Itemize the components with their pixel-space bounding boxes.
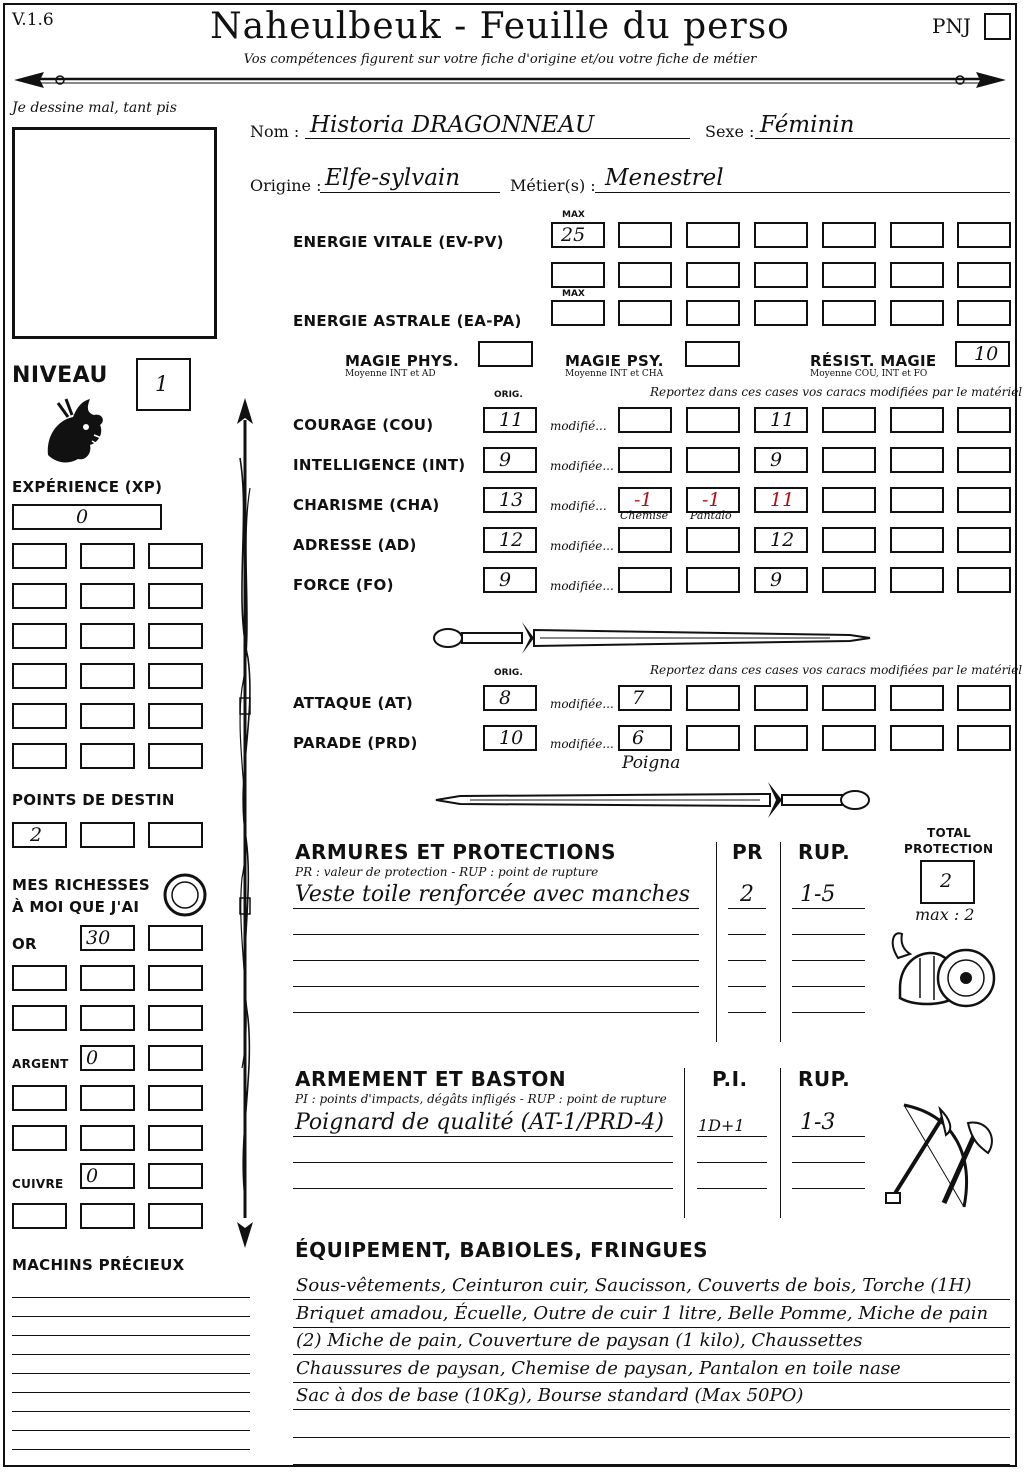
carac-label-4: FORCE (FO) [293, 576, 394, 594]
ev-cell-5[interactable] [890, 222, 944, 248]
machins-line-3 [12, 1335, 250, 1336]
carac-1-cell-3-value: 9 [770, 449, 783, 471]
combat-0-cell-1[interactable] [618, 685, 672, 711]
armure-pr-line-3 [728, 960, 766, 961]
machins-line-8 [12, 1430, 250, 1431]
xp-cell-2-2[interactable] [80, 583, 135, 609]
combat-1-cell-4[interactable] [822, 725, 876, 751]
carac-label-0: COURAGE (COU) [293, 416, 434, 434]
armure-line-4 [293, 986, 699, 987]
xp-cell-6-3[interactable] [148, 743, 203, 769]
ea-cell-1[interactable] [618, 300, 672, 326]
xp-label: EXPÉRIENCE (XP) [12, 478, 163, 496]
machins-line-5 [12, 1373, 250, 1374]
xp-cell-5-3[interactable] [148, 703, 203, 729]
xp-cell-3-1[interactable] [12, 623, 67, 649]
cuivre-box-1-value: 0 [86, 1165, 99, 1187]
armure-item-1-rup[interactable]: 1-5 [800, 882, 836, 907]
argent-2-box-2[interactable] [80, 1085, 135, 1111]
sexe-label: Sexe : [705, 122, 755, 141]
argent-box-1[interactable] [80, 1045, 135, 1071]
combat-label-0: ATTAQUE (AT) [293, 694, 414, 712]
magie-phys-label: MAGIE PHYS. [345, 352, 460, 370]
cuivre-2-box-1[interactable] [12, 1203, 67, 1229]
ea-max-label: MAX [562, 289, 585, 299]
ev-cell-4[interactable] [822, 222, 876, 248]
carac-orig-3-value: 12 [499, 529, 524, 551]
carac-modif-label-1: modifiée... [550, 459, 614, 473]
carac-4-cell-2[interactable] [686, 567, 740, 593]
or-3-box-3[interactable] [148, 1005, 203, 1031]
combat-0-cell-6[interactable] [957, 685, 1011, 711]
carac-orig-0-value: 11 [499, 409, 524, 431]
niveau-label: NIVEAU [12, 363, 108, 388]
destin-label: POINTS DE DESTIN [12, 791, 175, 809]
armures-sub: PR : valeur de protection - RUP : point de rupture [295, 865, 599, 879]
carac-2-cell-1-value: -1 [634, 489, 653, 511]
equip-text-1[interactable]: Sous-vêtements, Ceinturon cuir, Saucisson, Couverts de bois, Torche (1H) [296, 1275, 972, 1296]
carac-2-cell-3[interactable] [754, 487, 808, 513]
xp-cell-1-1[interactable] [12, 543, 67, 569]
carac-4-cell-3-value: 9 [770, 569, 783, 591]
equip-line-1 [293, 1299, 1010, 1300]
argent-3-box-1[interactable] [12, 1125, 67, 1151]
cha-note-pantalon: Pantalo [690, 509, 732, 522]
machins-line-7 [12, 1411, 250, 1412]
xp-cell-6-1[interactable] [12, 743, 67, 769]
ev-label: ENERGIE VITALE (EV-PV) [293, 233, 504, 251]
carac-3-cell-3[interactable] [754, 527, 808, 553]
arme-pi-line-3 [697, 1188, 767, 1189]
arme-rup-line-2 [792, 1162, 865, 1163]
carac-1-cell-3[interactable] [754, 447, 808, 473]
xp-cell-3-2[interactable] [80, 623, 135, 649]
total-protection-box[interactable]: 2 [920, 860, 975, 904]
armure-pr-line-5 [728, 1012, 766, 1013]
magie-phys-sub: Moyenne INT et AD [345, 369, 436, 379]
metier-line [595, 192, 1010, 193]
armures-title: ARMURES ET PROTECTIONS [295, 840, 616, 864]
resist-magie-label: RÉSIST. MAGIE [810, 352, 937, 370]
ev-cell-row2-6[interactable] [890, 262, 944, 288]
or-3-box-2[interactable] [80, 1005, 135, 1031]
ea-cell-2[interactable] [686, 300, 740, 326]
armement-divider-1 [684, 1068, 685, 1218]
argent-box-2[interactable] [148, 1045, 203, 1071]
carac-3-cell-6[interactable] [957, 527, 1011, 553]
combat-0-cell-3[interactable] [754, 685, 808, 711]
combat-1-cell-2[interactable] [686, 725, 740, 751]
arme-line-2 [293, 1162, 673, 1163]
page-title: Naheulbeuk - Feuille du perso [210, 6, 790, 47]
nom-value[interactable]: Historia DRAGONNEAU [310, 112, 595, 138]
carac-orig-4[interactable] [483, 567, 537, 593]
coin-icon [162, 872, 208, 918]
machins-line-6 [12, 1392, 250, 1393]
ev-cell-row2-3[interactable] [686, 262, 740, 288]
combat-modif-label-1: modifiée... [550, 737, 614, 751]
cuivre-box-2[interactable] [148, 1163, 203, 1189]
combat-1-cell-3[interactable] [754, 725, 808, 751]
ea-cell-5[interactable] [890, 300, 944, 326]
sexe-value[interactable]: Féminin [760, 112, 855, 138]
ev-cell-row2-2[interactable] [618, 262, 672, 288]
version-label: V.1.6 [12, 10, 54, 30]
armures-rup-label: RUP. [798, 840, 851, 864]
cuivre-2-box-3[interactable] [148, 1203, 203, 1229]
origine-label: Origine : [250, 176, 322, 195]
carac-4-cell-3[interactable] [754, 567, 808, 593]
combat-1-cell-1[interactable] [618, 725, 672, 751]
pnj-checkbox[interactable] [984, 13, 1011, 40]
equip-text-5[interactable]: Sac à dos de base (10Kg), Bourse standard (Max 50PO) [296, 1385, 804, 1406]
xp-cell-2-3[interactable] [148, 583, 203, 609]
argent-3-box-3[interactable] [148, 1125, 203, 1151]
armement-rup-label: RUP. [798, 1067, 851, 1091]
portrait-box[interactable] [12, 127, 217, 339]
carac-1-cell-4[interactable] [822, 447, 876, 473]
machins-line-4 [12, 1354, 250, 1355]
xp-box[interactable]: 0 [12, 504, 162, 530]
destin-box-1[interactable]: 2 [12, 822, 67, 848]
machins-line-2 [12, 1316, 250, 1317]
carac-orig-2-value: 13 [499, 489, 524, 511]
combat-0-cell-1-value: 7 [632, 687, 645, 709]
carac-3-cell-2[interactable] [686, 527, 740, 553]
armure-pr-line-2 [728, 934, 766, 935]
equipement-title: ÉQUIPEMENT, BABIOLES, FRINGUES [295, 1238, 709, 1262]
armure-rup-line-5 [792, 1012, 865, 1013]
ev-max-box[interactable] [551, 222, 605, 248]
argent-2-box-3[interactable] [148, 1085, 203, 1111]
armure-line-1 [293, 908, 699, 909]
equip-line-3 [293, 1354, 1010, 1355]
carac-0-cell-3-value: 11 [770, 409, 795, 431]
carac-orig-0[interactable] [483, 407, 537, 433]
armure-pr-line-1 [728, 908, 766, 909]
equip-line-4 [293, 1382, 1010, 1383]
total-protection-label-1: TOTAL [927, 826, 972, 840]
carac-orig-3[interactable] [483, 527, 537, 553]
resist-magie-box[interactable]: 10 [955, 341, 1010, 367]
equip-text-2[interactable]: Briquet amadou, Écuelle, Outre de cuir 1 litre, Belle Pomme, Miche de pain [296, 1302, 989, 1324]
carac-0-cell-4[interactable] [822, 407, 876, 433]
or-2-box-2[interactable] [80, 965, 135, 991]
carac-0-cell-6[interactable] [957, 407, 1011, 433]
or-box-2[interactable] [148, 925, 203, 951]
machins-line-9 [12, 1449, 250, 1450]
armement-divider-2 [780, 1068, 781, 1218]
carac-modif-label-3: modifiée... [550, 539, 614, 553]
combat-0-cell-5[interactable] [890, 685, 944, 711]
argent-box-1-value: 0 [86, 1047, 99, 1069]
nom-line [305, 138, 690, 139]
combat-orig-0-value: 8 [499, 687, 512, 709]
ev-cell-1[interactable] [618, 222, 672, 248]
xp-cell-1-3[interactable] [148, 543, 203, 569]
ev-cell-6[interactable] [957, 222, 1011, 248]
header-spear-divider [10, 64, 1010, 94]
total-protection-max: max : 2 [915, 905, 975, 924]
origine-value[interactable]: Elfe-sylvain [325, 165, 461, 191]
xp-cell-4-2[interactable] [80, 663, 135, 689]
cuivre-label: CUIVRE [12, 1177, 64, 1191]
or-box-1-value: 30 [86, 927, 111, 949]
ea-cell-3[interactable] [754, 300, 808, 326]
destin-box-3[interactable] [148, 822, 203, 848]
xp-cell-3-3[interactable] [148, 623, 203, 649]
niveau-box[interactable]: 1 [136, 358, 191, 411]
or-2-box-3[interactable] [148, 965, 203, 991]
origine-line [320, 192, 500, 193]
arme-rup-line-1 [792, 1136, 865, 1137]
combat-0-cell-4[interactable] [822, 685, 876, 711]
weapons-icon [884, 1095, 1004, 1215]
or-3-box-1[interactable] [12, 1005, 67, 1031]
armure-rup-line-2 [792, 934, 865, 935]
nom-label: Nom : [250, 122, 300, 141]
armement-pi-label: P.I. [712, 1067, 748, 1091]
carac-3-cell-4[interactable] [822, 527, 876, 553]
machins-line-1 [12, 1297, 250, 1298]
spear-illustration [230, 398, 260, 1248]
carac-orig-2[interactable] [483, 487, 537, 513]
caracs-note: Reportez dans ces cases vos caracs modifiées par le matériel [650, 385, 1023, 399]
carac-modif-label-2: modifié... [550, 499, 607, 513]
ev-cell-row2-4[interactable] [754, 262, 808, 288]
armure-rup-line-4 [792, 986, 865, 987]
carac-2-cell-6[interactable] [957, 487, 1011, 513]
ev-cell-2[interactable] [686, 222, 740, 248]
ea-label: ENERGIE ASTRALE (EA-PA) [293, 312, 522, 330]
sexe-line [755, 138, 1010, 139]
carac-3-cell-3-value: 12 [770, 529, 795, 551]
pnj-label: PNJ [932, 14, 971, 38]
xp-cell-5-2[interactable] [80, 703, 135, 729]
carac-1-cell-2[interactable] [686, 447, 740, 473]
carac-0-cell-3[interactable] [754, 407, 808, 433]
arme-item-1-rup[interactable]: 1-3 [800, 1110, 836, 1135]
carac-orig-1-value: 9 [499, 449, 512, 471]
riches-label-2: À MOI QUE J'AI [12, 898, 140, 916]
resist-magie-sub: Moyenne COU, INT et FO [810, 369, 928, 379]
carac-4-cell-5[interactable] [890, 567, 944, 593]
cha-note-chemise: Chemise [620, 509, 669, 522]
combat-orig-1[interactable] [483, 725, 537, 751]
armure-rup-line-3 [792, 960, 865, 961]
sword-illustration-2 [430, 778, 875, 822]
arme-item-1-pi[interactable]: 1D+1 [698, 1116, 745, 1135]
combat-modif-label-0: modifiée... [550, 697, 614, 711]
carac-0-cell-5[interactable] [890, 407, 944, 433]
armure-item-1-pr[interactable]: 2 [740, 882, 754, 907]
xp-cell-4-1[interactable] [12, 663, 67, 689]
xp-cell-4-3[interactable] [148, 663, 203, 689]
carac-label-3: ADRESSE (AD) [293, 536, 417, 554]
carac-2-cell-5[interactable] [890, 487, 944, 513]
equip-line-2 [293, 1327, 1010, 1328]
carac-2-cell-3-value: 11 [770, 489, 795, 511]
riches-label-1: MES RICHESSES [12, 876, 151, 894]
argent-3-box-2[interactable] [80, 1125, 135, 1151]
carac-3-cell-5[interactable] [890, 527, 944, 553]
xp-cell-2-1[interactable] [12, 583, 67, 609]
armure-line-3 [293, 960, 699, 961]
magie-psy-label: MAGIE PSY. [565, 352, 664, 370]
equip-text-3[interactable]: (2) Miche de pain, Couverture de paysan (1 kilo), Chaussettes [296, 1330, 863, 1351]
equip-line-6 [293, 1437, 1010, 1438]
sword-illustration-1 [430, 618, 875, 658]
armure-line-2 [293, 934, 699, 935]
destin-box-2[interactable] [80, 822, 135, 848]
armure-line-5 [293, 1012, 699, 1013]
armures-divider-2 [780, 842, 781, 1042]
metier-label: Métier(s) : [510, 176, 596, 195]
combat-1-cell-6[interactable] [957, 725, 1011, 751]
magie-psy-sub: Moyenne INT et CHA [565, 369, 664, 379]
equip-line-5 [293, 1409, 1010, 1410]
carac-0-cell-1[interactable] [618, 407, 672, 433]
magie-phys-box[interactable] [478, 341, 533, 367]
or-2-box-1[interactable] [12, 965, 67, 991]
carac-4-cell-1[interactable] [618, 567, 672, 593]
carac-label-1: INTELLIGENCE (INT) [293, 456, 466, 474]
combat-orig-label: ORIG. [494, 668, 523, 678]
total-protection-label-2: PROTECTION [904, 842, 994, 856]
carac-2-cell-4[interactable] [822, 487, 876, 513]
equip-text-4[interactable]: Chaussures de paysan, Chemise de paysan, Pantalon en toile nase [296, 1357, 901, 1379]
page-subtitle: Vos compétences figurent sur votre fiche d'origine et/ou votre fiche de métier [243, 52, 757, 67]
machins-label: MACHINS PRÉCIEUX [12, 1256, 185, 1274]
ea-max-box[interactable] [551, 300, 605, 326]
magie-psy-box[interactable] [685, 341, 740, 367]
ev-max-box-value: 25 [561, 224, 586, 246]
armure-rup-line-1 [792, 908, 865, 909]
combat-orig-0[interactable] [483, 685, 537, 711]
armure-pr-line-4 [728, 986, 766, 987]
caracs-orig-label: ORIG. [494, 390, 523, 400]
arme-item-1[interactable]: Poignard de qualité (AT-1/PRD-4) [295, 1110, 664, 1135]
carac-label-2: CHARISME (CHA) [293, 496, 440, 514]
arme-line-3 [293, 1188, 673, 1189]
carac-orig-4-value: 9 [499, 569, 512, 591]
armure-item-1[interactable]: Veste toile renforcée avec manches [295, 882, 690, 907]
arme-pi-line-1 [697, 1136, 767, 1137]
carac-4-cell-6[interactable] [957, 567, 1011, 593]
carac-4-cell-4[interactable] [822, 567, 876, 593]
combat-0-cell-2[interactable] [686, 685, 740, 711]
combat-1-cell-5[interactable] [890, 725, 944, 751]
helmet-shield-icon [890, 928, 1000, 1028]
ea-cell-4[interactable] [822, 300, 876, 326]
carac-1-cell-1[interactable] [618, 447, 672, 473]
ev-cell-row2-5[interactable] [822, 262, 876, 288]
cuivre-box-1[interactable] [80, 1163, 135, 1189]
ev-cell-row2-7[interactable] [957, 262, 1011, 288]
carac-1-cell-6[interactable] [957, 447, 1011, 473]
combat-note: Reportez dans ces cases vos caracs modifiées par le matériel [650, 663, 1023, 677]
cuivre-2-box-2[interactable] [80, 1203, 135, 1229]
prd-note: Poigna [622, 753, 681, 773]
carac-2-cell-2-value: -1 [702, 489, 721, 511]
arme-line-1 [293, 1136, 673, 1137]
argent-label: ARGENT [12, 1057, 69, 1071]
carac-1-cell-5[interactable] [890, 447, 944, 473]
armures-divider-1 [716, 842, 717, 1042]
combat-label-1: PARADE (PRD) [293, 734, 418, 752]
carac-0-cell-2[interactable] [686, 407, 740, 433]
argent-2-box-1[interactable] [12, 1085, 67, 1111]
combat-orig-1-value: 10 [499, 727, 524, 749]
equip-line-7 [293, 1464, 1010, 1465]
armement-sub: PI : points d'impacts, dégâts infligés - RUP : point de rupture [295, 1092, 667, 1106]
ev-cell-3[interactable] [754, 222, 808, 248]
ea-cell-6[interactable] [957, 300, 1011, 326]
or-box-1[interactable] [80, 925, 135, 951]
carac-3-cell-1[interactable] [618, 527, 672, 553]
arme-pi-line-2 [697, 1162, 767, 1163]
xp-cell-6-2[interactable] [80, 743, 135, 769]
ev-max-label: MAX [562, 210, 585, 220]
dragon-icon [38, 395, 108, 467]
armures-pr-label: PR [732, 840, 764, 864]
portrait-caption: Je dessine mal, tant pis [12, 100, 177, 116]
xp-cell-5-1[interactable] [12, 703, 67, 729]
arme-rup-line-3 [792, 1188, 865, 1189]
carac-modif-label-0: modifié... [550, 419, 607, 433]
or-label: OR [12, 935, 37, 953]
xp-cell-1-2[interactable] [80, 543, 135, 569]
ev-cell-row2-1[interactable] [551, 262, 605, 288]
combat-1-cell-1-value: 6 [632, 727, 645, 749]
metier-value[interactable]: Menestrel [605, 165, 724, 191]
carac-orig-1[interactable] [483, 447, 537, 473]
carac-modif-label-4: modifiée... [550, 579, 614, 593]
armement-title: ARMEMENT ET BASTON [295, 1067, 567, 1091]
